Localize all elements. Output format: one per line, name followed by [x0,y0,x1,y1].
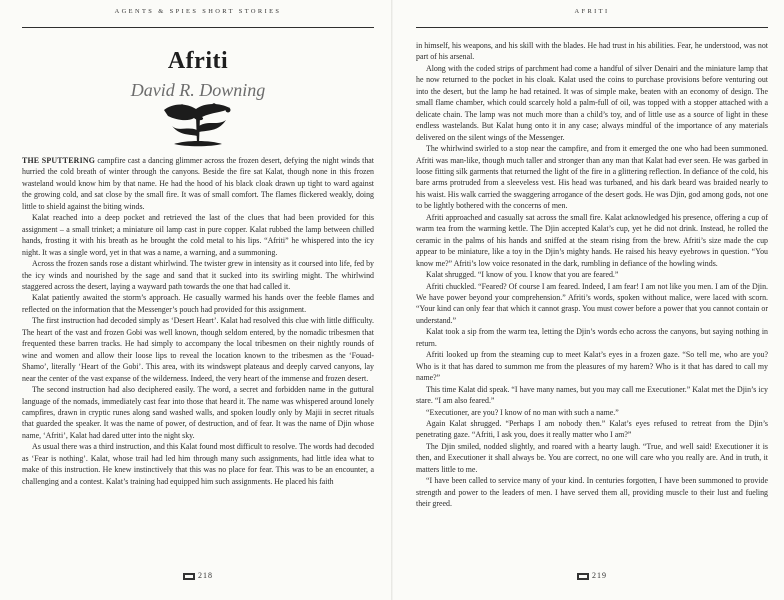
paragraph: Kalat took a sip from the warm tea, letting the Djin’s words echo across the canyons, but saying nothing in return. [416,327,768,348]
running-header-right [416,7,768,28]
paragraph: As usual there was a third instruction, and this Kalat found most difficult to resolve. The words had decoded as ‘Fear is nothing’. Kalat, whose trail had led him through many such assignments, had little idea what to make of this instruction. He knew instinctively that this was no place for fear. This was to be an encounter, a challenging and a contest. Kalat’s training had equipped him such assignments. He placed his faith [22,442,375,486]
paragraph: Again Kalat shrugged. “Perhaps I am nobody then.” Kalat’s eyes refused to retreat from the Djin’s penetrating gaze. “Afriti, I ask you, does it really matter who I am?” [416,418,768,440]
title-block [22,47,374,100]
page-number-left: 218 [198,571,213,580]
page-number-right: 219 [592,571,607,580]
paragraph: The whirlwind swirled to a stop near the campfire, and from it emerged the one who had been summoned. Afriti was man-like, though much taller and stronger than any man that Kalat had ever seen. He was garbed in loose fitting silk garments that returned the light of the fire in a glittering reflection. In defiance of the cold, his bare arms protruded from a sleeveless vest. His head was turbaned, and his dark beard was braided nearly to his waist. His walk carried the swaggering arrogance of the desert gods. He was Djin, god among gods, not one to be lightly bothered with the concerns of men. [416,144,768,211]
paragraph: The Djin smiled, nodded slightly, and roared with a hearty laugh. “True, and well said! Executioner it is then, and Executioner it shall always be. You are correct, no one will care who you really are. And in truth, it matters little to me. [416,441,768,474]
story-author: David R. Downing [130,80,266,100]
paragraph: Kalat reached into a deep pocket and retrieved the last of the clues that had been provided for this assignment – a small trinket; a miniature oil lamp cast in pure copper. Kalat rubbed the lamp between chilled hands, frosting it with his breath as he brought the cold metal to his lips. “Afriti” he whispered into the icy night. It was a single word, yet in that was a name, a warning, and a summoning. [22,213,374,257]
paragraph: The second instruction had also deciphered easily. The word, a secret and forbidden name in the guttural language of the nomads, immediately cast fear into those that heard it. The name was whispered around lonely campfires, drawn in cryptic runes along sand washed walls, and spoken loudly only by Majii in secret rituals that guarded the speaker. It was the name of power, of destruction, and of fear. It was the name of Djin whose name, ‘Afriti’, Kalat had dared utter into the night sky. [22,385,374,440]
paragraph: This time Kalat did speak. “I have many names, but you may call me Executioner.” Kalat met the Djin’s icy stare. “I am also feared.” [416,384,768,406]
gutter [391,0,393,600]
story-title: Afriti [167,48,229,74]
paragraph: Afriti chuckled. “Feared? Of course I am feared. Indeed, I am fear! I am not like you men. I am of the Djin. We have power beyond your comprehension.” Afriti’s words, spoken without malice, were laced with scorn. “Your kind can only fear that which it cannot grasp. You must cower before a power that you cannot contain or understand.” [416,281,768,325]
left-page [22,0,374,600]
paragraph: Along with the coded strips of parchment had come a handful of silver Denairi and the miniature lamp that he now returned to the pocket in his cloak. Kalat used the coins to purchase provisions before venturing out into the desert, but the lamp he had retained. It was of simple make, beaten with an economy of design. The small flame chamber, which could scarcely hold a palm-full of oil, was topped with a stopper attached with a delicate chain. The lamp was not much more than a child’s toy, and of little use as a source of light in these endless wastelands. But Kalat hung onto it in any case; always mindful of the importance of any materials delivered on the silent wings of the Messenger. [416,63,768,142]
folio-left [22,571,374,580]
paragraph: Afriti looked up from the steaming cup to meet Kalat’s eyes in a frozen gaze. “So tell me, who are you? Who is it that has dared to summon me from the pleasures of my harem? Who is it that has dared to call my name?” [416,350,768,383]
folio-ornament-icon [577,573,589,580]
paragraph: Kalat patiently awaited the storm’s approach. He casually warmed his hands over the feeble flames and reflected on the information that the Messenger’s pouch had provided for this assignment. [22,293,374,314]
right-page [416,0,768,600]
right-body-text [416,40,768,510]
folio-ornament-icon [183,573,195,580]
running-header-left-text: AGENTS & SPIES SHORT STORIES [114,8,282,15]
paragraph: “I have been called to service many of your kind. In centuries forgotten, I have been summoned to provide strength and power to the leaders of men. I have served them all, providing muscle to their lust and fueling their greed. [416,476,768,509]
left-body-text [22,155,374,487]
paragraph: Afriti approached and casually sat across the small fire. Kalat acknowledged his presence, offering a cup of warm tea from the warming kettle. The Djin accepted Kalat’s cup, yet he did not drink. Instead, he rolled the ceramic in the palms of his hands and sniffed at the steam rising from the brew. Afriti’s size made the cup appear to be miniature, like a toy in the Djin’s mighty hands. He raised his heavy eyebrows in question. “You know me?” Afriti’s low voice resonated in the dark, rumbling in defiance of the howling winds. [416,212,768,268]
paragraph: Across the frozen sands rose a distant whirlwind. The twister grew in intensity as it coursed into life, fed by the icy winds and nourished by the sage and sand that it sucked into its swirling might. The whirlwind staggered across the desert, laying a wayward path towards the one that had called it. [22,259,374,291]
running-header-left [22,7,374,28]
paragraph: “Executioner, are you? I know of no man with such a name.” [426,407,619,417]
paragraph-text: campfire cast a dancing glimmer across the frozen desert, defying the night winds that hurried the cold breath of winter through the canyons. Beside the fire sat Kalat, though none in this frozen wasteland would know him by that name. He had the hood of his black cloak drawn up tight to ward against the growing cold, and sat close by the small fire. It was of small comfort. The flames flickered weakly, doing little to shield against the biting winds. [22,156,374,211]
folio-right [416,571,768,580]
ornament-tree-icon [158,100,238,150]
paragraph: The first instruction had decoded simply as ‘Desert Heart’. Kalat had resolved this clue with little difficulty. The heart of the vast and frozen Gobi was well known, though seldom entered, by the nomadic tribesmen that frequented these barren tracks. He had simply to accompany the local tribesmen on their nightly rounds of wine and women and allow their loose lips to reveal the location known to the tribesmen as the ‘Fouad-Shamo’, literally ‘Heart of the Gobi’. This area, with its windswept plateaus and deeply carved canyons, lay near the center of the vast expanse of the wilderness. Indeed, the very heart of the immense and frozen desert. [22,316,374,383]
paragraph: in himself, his weapons, and his skill with the blades. He had trust in his abilities. Fear, he understood, was not part of his arsenal. [416,41,768,62]
running-header-right-text: AFRITI [574,8,610,15]
paragraph [22,155,374,212]
lead-in: THE SPUTTERING [22,156,96,165]
paragraph: Kalat shrugged. “I know of you. I know that you are feared.” [426,270,619,280]
